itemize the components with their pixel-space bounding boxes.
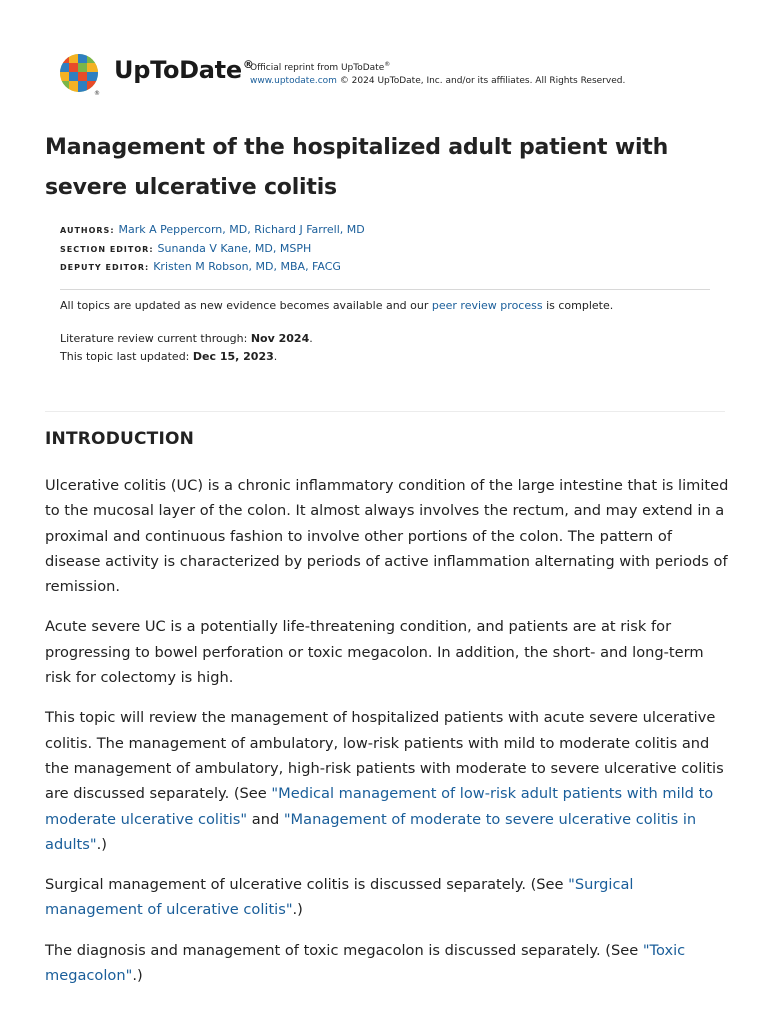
topic-contributors: [60, 221, 365, 277]
review-date: Nov 2024: [250, 332, 310, 345]
uptodate-website-link[interactable]: www.uptodate.com: [250, 76, 337, 86]
uptodate-logo-text: UpToDate®: [114, 56, 254, 84]
authors-label: AUTHORS:: [60, 226, 115, 235]
divider: [60, 289, 710, 290]
reprint-line: Official reprint from UpToDate: [250, 63, 385, 73]
update-note: All topics are updated as new evidence becomes available and our peer review process is complete.: [60, 299, 614, 312]
intro-paragraph-5: The diagnosis and management of toxic megacolon is discussed separately. (See "Toxic megacolon".): [45, 941, 686, 985]
deputy-editor-label: DEPUTY EDITOR:: [60, 263, 150, 272]
copyright-text: © 2024 UpToDate, Inc. and/or its affiliates. All Rights Reserved.: [336, 76, 626, 86]
section-editor-link[interactable]: Sunanda V Kane, MD, MSPH: [157, 241, 312, 255]
peer-review-link[interactable]: peer review process: [431, 299, 543, 312]
page-title: Management of the hospitalized adult patient with severe ulcerative colitis: [45, 135, 669, 200]
uptodate-globe-icon: [58, 52, 102, 96]
section-editor-label: SECTION EDITOR:: [60, 244, 154, 254]
medical-management-link[interactable]: "Medical management of low-risk adult patients with mild to moderate ulcerative colitis": [45, 785, 714, 828]
intro-paragraph-3: This topic will review the management of hospitalized patients with acute severe ulcerative colitis. The management of ambulatory, low-risk patients with mild to moderate colitis and the management of ambulatory, high-risk patients with moderate to severe ulcerative colitis are discussed separately. (See "Medical management of low-risk adult patients with mild to moderate ulcerative colitis" and "Management of moderate to severe ulcerative colitis in adults".): [45, 709, 724, 853]
reprint-notice: Official reprint from UpToDate® www.uptodate.com © 2024 UpToDate, Inc. and/or its affiliates. All Rights Reserved.: [250, 61, 626, 86]
literature-review-info: Literature review current through: Nov 2024. This topic last updated: Dec 15, 2023.: [60, 332, 313, 363]
intro-paragraph-4: Surgical management of ulcerative colitis is discussed separately. (See "Surgical management of ulcerative colitis".): [45, 876, 634, 919]
introduction-heading: INTRODUCTION: [45, 429, 195, 449]
introduction-body: [45, 473, 729, 1003]
moderate-severe-uc-link[interactable]: "Management of moderate to severe ulcerative colitis in adults": [45, 810, 697, 853]
intro-paragraph-2: Acute severe UC is a potentially life-threatening condition, and patients are at risk for progressing to bowel perforation or toxic megacolon. In addition, the short- and long-term risk for colectomy is high.: [45, 618, 704, 687]
section-divider: [45, 411, 725, 412]
updated-date: Dec 15, 2023: [192, 349, 274, 363]
intro-paragraph-1: Ulcerative colitis (UC) is a chronic inflammatory condition of the large intestine that is limited to the mucosal layer of the colon. It almost always involves the rectum, and may extend in a proximal and continuous fashion to involve other portions of the colon. The pattern of disease activity is characterized by periods of active inflammation alternating with periods of remission.: [45, 477, 729, 596]
authors-link[interactable]: Mark A Peppercorn, MD, Richard J Farrell, MD: [118, 223, 365, 236]
deputy-editor-link[interactable]: Kristen M Robson, MD, MBA, FACG: [153, 260, 341, 273]
toxic-megacolon-link[interactable]: "Toxic megacolon": [45, 941, 686, 985]
updated-label: This topic last updated:: [60, 349, 193, 363]
review-label: Literature review current through:: [60, 332, 251, 345]
surgical-management-link[interactable]: "Surgical management of ulcerative colitis": [45, 876, 634, 919]
svg-text:®: ®: [94, 90, 100, 96]
page-header: [58, 52, 738, 96]
